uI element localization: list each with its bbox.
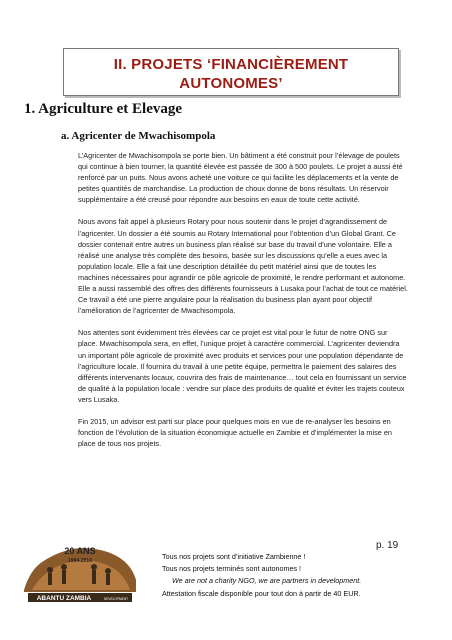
footer-notes [162,551,432,600]
logo-years: 1994-2014 [68,558,92,564]
footer-line-1: Tous nos projets sont d’initiative Zambienne ! [162,552,306,561]
title-line-1: II. PROJETS ‘FINANCIÈREMENT [113,56,349,73]
paragraph: L’Agricenter de Mwachisompola se porte bien. Un bâtiment a été construit pour l’élevage de poulets qui continue à bien tourner, la quantité élevée est passée de 300 à 500 poulets. Le projet a aussi été renforcé par un puits. Nous avons acheté une voiture ce qui facilite les déplacements et la vente de petites quantités de marchandise. La production de choux donne de bons résultats. Un réservoir supplémentaire a été creusé pour répondre aux besoins en eaux de toute cette activité. [78,151,403,205]
logo-org-sub: DEVELOPMENT [103,597,129,601]
logo-org-name: ABANTU ZAMBIA [36,595,92,602]
footer-line-4: Attestation fiscale disponible pour tout don à partir de 40 EUR. [162,588,361,598]
section-heading: 1. Agriculture et Elevage [24,101,183,117]
footer-line-3: We are not a charity NGO, we are partners in development. [172,576,362,586]
title-line-2: AUTONOMES’ [179,75,283,92]
page-number: p. 19 [376,540,399,551]
paragraph: Fin 2015, un advisor est parti sur place pour quelques mois en vue de re-analyser les besoins en fonction de l’évolution de la situation économique actuelle en Zambie et d’implémenter la mise en place de tous nos projets. [78,416,392,449]
paragraph: Nos attentes sont évidemment très élevées car ce projet est vital pour le futur de notre ONG sur place. Mwachisompola sera, en effet, l’unique projet à caractère commercial. L’agricenter deviendra un important pôle agricole de proximité avec produits et services pour une population dépendante de l’agriculture locale. Il fournira du travail à une petite équipe, permettra le paiement des salaires des différents intervenants locaux, couvrira des frais de maintenance… tout cela en fournissant un service de qualité à la population locale : vendre sur place des produits de qualité et éviter les trajets couteux vers Lusaka. [78,328,407,404]
abantu-zambia-logo [20,540,140,610]
paragraph: Nous avons fait appel à plusieurs Rotary pour nous soutenir dans le projet d’agrandissement de l’agricenter. Un dossier a été soumis au Rotary International pour l’obtention d’un Global Grant. Ce dossier contenait entre autres un business plan réalisé sur base du travail d’une volontaire. Elle a réalisé une analyse très complète des besoins, basée sur les discussions qu’elle a eues avec la population locale. Elle a fait une description détaillée du petit matériel ainsi que de toutes les machines nécessaires pour agrandir ce pôle agricole de proximité, le rendre performant et autonome. Elle a aussi rassemblé des offres des différents fournisseurs à Lusaka pour l’achat de tout ce matériel. Ce travail a été une pierre angulaire pour la réalisation du business plan ayant pour objectif l’amélioration de l’agricenter de Mwachisompola. [78,217,408,316]
body-text [78,150,408,460]
page-title [63,55,399,93]
subsection-heading: a. Agricenter de Mwachisompola [61,130,216,142]
logo-anniversary: 20 ANS [64,546,96,556]
footer-line-2: Tous nos projets terminés sont autonomes ! [162,564,302,574]
